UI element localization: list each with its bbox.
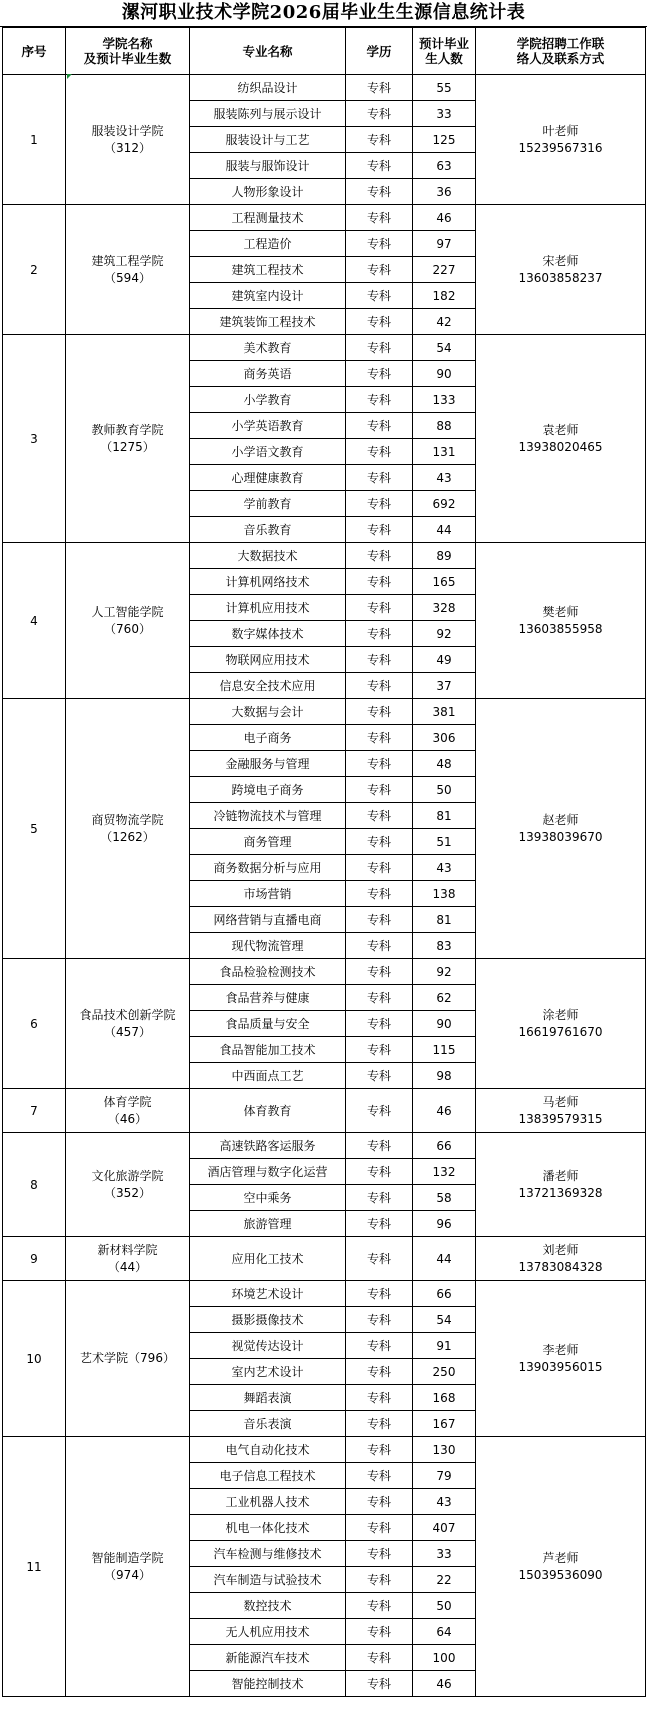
major-cell[interactable]: 食品检验检测技术: [190, 959, 346, 985]
count-cell[interactable]: 165: [413, 569, 476, 595]
count-cell[interactable]: 138: [413, 881, 476, 907]
college-total: （352）: [104, 1185, 151, 1200]
header-row: [3, 28, 646, 75]
major-cell[interactable]: 服装与服饰设计: [190, 153, 346, 179]
major-cell[interactable]: 物联网应用技术: [190, 647, 346, 673]
college-name: 智能制造学院: [91, 1550, 164, 1565]
seq-cell[interactable]: 4: [3, 543, 66, 699]
college-total: （760）: [104, 621, 151, 636]
major-cell[interactable]: 大数据与会计: [190, 699, 346, 725]
count-cell[interactable]: 43: [413, 465, 476, 491]
major-cell[interactable]: 中西面点工艺: [190, 1063, 346, 1089]
header-college-line2: 及预计毕业生数: [83, 51, 172, 66]
major-cell[interactable]: 电气自动化技术: [190, 1437, 346, 1463]
contact-phone: 16619761670: [518, 1024, 603, 1039]
degree-cell[interactable]: 专科: [346, 933, 413, 959]
count-cell[interactable]: 96: [413, 1211, 476, 1237]
major-cell[interactable]: 环境艺术设计: [190, 1281, 346, 1307]
major-cell[interactable]: 商务管理: [190, 829, 346, 855]
major-cell[interactable]: 无人机应用技术: [190, 1619, 346, 1645]
major-cell[interactable]: 机电一体化技术: [190, 1515, 346, 1541]
header-contact-line2: 络人及联系方式: [516, 51, 605, 66]
major-cell[interactable]: 体育教育: [190, 1089, 346, 1133]
college-total: （974）: [104, 1567, 151, 1582]
degree-cell[interactable]: 专科: [346, 543, 413, 569]
count-cell[interactable]: 407: [413, 1515, 476, 1541]
seq-cell[interactable]: 5: [3, 699, 66, 959]
college-cell[interactable]: [66, 699, 190, 959]
table-body: [3, 75, 646, 1697]
major-cell[interactable]: 高速铁路客运服务: [190, 1133, 346, 1159]
contact-cell[interactable]: [476, 75, 646, 205]
graduate-info-table: [2, 27, 646, 1697]
degree-cell[interactable]: 专科: [346, 179, 413, 205]
major-cell[interactable]: 计算机网络技术: [190, 569, 346, 595]
contact-name: 袁老师: [542, 422, 579, 437]
count-cell[interactable]: 37: [413, 673, 476, 699]
major-cell[interactable]: 汽车制造与试验技术: [190, 1567, 346, 1593]
major-cell[interactable]: 食品营养与健康: [190, 985, 346, 1011]
count-cell[interactable]: 83: [413, 933, 476, 959]
degree-cell[interactable]: 专科: [346, 777, 413, 803]
count-cell[interactable]: 306: [413, 725, 476, 751]
contact-name: 赵老师: [542, 812, 579, 827]
degree-cell[interactable]: 专科: [346, 1133, 413, 1159]
major-cell[interactable]: 网络营销与直播电商: [190, 907, 346, 933]
contact-phone: 13603858237: [518, 270, 603, 285]
degree-cell[interactable]: 专科: [346, 881, 413, 907]
degree-cell[interactable]: 专科: [346, 387, 413, 413]
seq-cell[interactable]: 6: [3, 959, 66, 1089]
contact-cell[interactable]: [476, 1089, 646, 1133]
contact-cell[interactable]: [476, 205, 646, 335]
count-cell[interactable]: 100: [413, 1645, 476, 1671]
degree-cell[interactable]: 专科: [346, 1619, 413, 1645]
college-cell[interactable]: [66, 1089, 190, 1133]
contact-name: 叶老师: [542, 123, 579, 138]
college-name: 建筑工程学院: [91, 253, 164, 268]
count-cell[interactable]: 64: [413, 1619, 476, 1645]
college-name: 食品技术创新学院: [79, 1007, 176, 1022]
contact-cell[interactable]: [476, 543, 646, 699]
count-cell[interactable]: 81: [413, 803, 476, 829]
degree-cell[interactable]: 专科: [346, 959, 413, 985]
degree-cell[interactable]: 专科: [346, 1645, 413, 1671]
major-cell[interactable]: 电子商务: [190, 725, 346, 751]
contact-name: 宋老师: [542, 253, 579, 268]
degree-cell[interactable]: 专科: [346, 595, 413, 621]
contact-name: 樊老师: [542, 604, 579, 619]
degree-cell[interactable]: 专科: [346, 127, 413, 153]
major-cell[interactable]: 智能控制技术: [190, 1671, 346, 1697]
major-cell[interactable]: 数字媒体技术: [190, 621, 346, 647]
table-row: [3, 1089, 646, 1133]
major-cell[interactable]: 工程测量技术: [190, 205, 346, 231]
header-major: 专业名称: [190, 28, 346, 75]
count-cell[interactable]: 48: [413, 751, 476, 777]
count-cell[interactable]: 692: [413, 491, 476, 517]
count-cell[interactable]: 50: [413, 1593, 476, 1619]
major-cell[interactable]: 冷链物流技术与管理: [190, 803, 346, 829]
header-contact-line1: 学院招聘工作联: [516, 36, 605, 51]
seq-cell[interactable]: 10: [3, 1281, 66, 1437]
count-cell[interactable]: 250: [413, 1359, 476, 1385]
contact-phone: 13783084328: [518, 1259, 603, 1274]
degree-cell[interactable]: 专科: [346, 1089, 413, 1133]
degree-cell[interactable]: 专科: [346, 751, 413, 777]
degree-cell[interactable]: 专科: [346, 1037, 413, 1063]
count-cell[interactable]: 81: [413, 907, 476, 933]
degree-cell[interactable]: 专科: [346, 153, 413, 179]
major-cell[interactable]: 小学英语教育: [190, 413, 346, 439]
count-cell[interactable]: 92: [413, 959, 476, 985]
contact-name: 涂老师: [542, 1007, 579, 1022]
college-cell[interactable]: [66, 1133, 190, 1237]
major-cell[interactable]: 信息安全技术应用: [190, 673, 346, 699]
count-cell[interactable]: 58: [413, 1185, 476, 1211]
degree-cell[interactable]: 专科: [346, 1359, 413, 1385]
major-cell[interactable]: 酒店管理与数字化运营: [190, 1159, 346, 1185]
major-cell[interactable]: 汽车检测与维修技术: [190, 1541, 346, 1567]
count-cell[interactable]: 328: [413, 595, 476, 621]
contact-name: 芦老师: [542, 1550, 579, 1565]
contact-name: 潘老师: [542, 1168, 579, 1183]
major-cell[interactable]: 人物形象设计: [190, 179, 346, 205]
seq-cell[interactable]: 3: [3, 335, 66, 543]
degree-cell[interactable]: 专科: [346, 1333, 413, 1359]
contact-name: 李老师: [542, 1342, 579, 1357]
degree-cell[interactable]: 专科: [346, 517, 413, 543]
header-college-line1: 学院名称: [102, 36, 153, 51]
degree-cell[interactable]: 专科: [346, 1541, 413, 1567]
contact-phone: 13721369328: [518, 1185, 603, 1200]
count-cell[interactable]: 44: [413, 1237, 476, 1281]
degree-cell[interactable]: 专科: [346, 569, 413, 595]
count-cell[interactable]: 182: [413, 283, 476, 309]
contact-phone: 13903956015: [518, 1359, 603, 1374]
major-cell[interactable]: 食品智能加工技术: [190, 1037, 346, 1063]
degree-cell[interactable]: 专科: [346, 1237, 413, 1281]
major-cell[interactable]: 视觉传达设计: [190, 1333, 346, 1359]
degree-cell[interactable]: 专科: [346, 1515, 413, 1541]
degree-cell[interactable]: 专科: [346, 1567, 413, 1593]
header-count-line1: 预计毕业: [418, 36, 469, 51]
count-cell[interactable]: 54: [413, 1307, 476, 1333]
degree-cell[interactable]: 专科: [346, 621, 413, 647]
count-cell[interactable]: 79: [413, 1463, 476, 1489]
degree-cell[interactable]: 专科: [346, 647, 413, 673]
header-degree: 学历: [346, 28, 413, 75]
degree-cell[interactable]: 专科: [346, 1411, 413, 1437]
degree-cell[interactable]: 专科: [346, 1307, 413, 1333]
header-college: [66, 28, 190, 75]
major-cell[interactable]: 建筑工程技术: [190, 257, 346, 283]
major-cell[interactable]: 工程造价: [190, 231, 346, 257]
degree-cell[interactable]: 专科: [346, 673, 413, 699]
major-cell[interactable]: 数控技术: [190, 1593, 346, 1619]
degree-cell[interactable]: 专科: [346, 1593, 413, 1619]
count-cell[interactable]: 92: [413, 621, 476, 647]
college-cell[interactable]: [66, 1437, 190, 1697]
major-cell[interactable]: 金融服务与管理: [190, 751, 346, 777]
count-cell[interactable]: 132: [413, 1159, 476, 1185]
college-total: （44）: [107, 1259, 148, 1274]
major-cell[interactable]: 服装设计与工艺: [190, 127, 346, 153]
count-cell[interactable]: 22: [413, 1567, 476, 1593]
degree-cell[interactable]: 专科: [346, 1671, 413, 1697]
degree-cell[interactable]: 专科: [346, 907, 413, 933]
major-cell[interactable]: 舞蹈表演: [190, 1385, 346, 1411]
count-cell[interactable]: 46: [413, 205, 476, 231]
college-name: 商贸物流学院: [91, 812, 164, 827]
degree-cell[interactable]: 专科: [346, 413, 413, 439]
header-count-line2: 生人数: [425, 51, 463, 66]
college-cell[interactable]: [66, 1281, 190, 1437]
college-cell[interactable]: [66, 335, 190, 543]
seq-cell[interactable]: 9: [3, 1237, 66, 1281]
count-cell[interactable]: 62: [413, 985, 476, 1011]
college-total: （457）: [104, 1024, 151, 1039]
college-total: （1262）: [100, 829, 155, 844]
contact-cell[interactable]: [476, 699, 646, 959]
major-cell[interactable]: 摄影摄像技术: [190, 1307, 346, 1333]
degree-cell[interactable]: 专科: [346, 361, 413, 387]
table-row: [3, 1133, 646, 1159]
count-cell[interactable]: 227: [413, 257, 476, 283]
count-cell[interactable]: 381: [413, 699, 476, 725]
contact-cell[interactable]: [476, 1281, 646, 1437]
major-cell[interactable]: 室内艺术设计: [190, 1359, 346, 1385]
table-row: [3, 699, 646, 725]
college-cell[interactable]: [66, 205, 190, 335]
degree-cell[interactable]: 专科: [346, 985, 413, 1011]
count-cell[interactable]: 49: [413, 647, 476, 673]
major-cell[interactable]: 建筑室内设计: [190, 283, 346, 309]
count-cell[interactable]: 46: [413, 1089, 476, 1133]
table-row: [3, 1437, 646, 1463]
college-total: （1275）: [100, 439, 155, 454]
major-cell[interactable]: 美术教育: [190, 335, 346, 361]
degree-cell[interactable]: 专科: [346, 75, 413, 101]
contact-phone: 13603855958: [518, 621, 603, 636]
college-total: （312）: [104, 140, 151, 155]
college-name: 教师教育学院: [91, 422, 164, 437]
contact-cell[interactable]: [476, 1133, 646, 1237]
count-cell[interactable]: 130: [413, 1437, 476, 1463]
table-row: [3, 335, 646, 361]
college-name: 文化旅游学院: [91, 1168, 164, 1183]
major-cell[interactable]: 旅游管理: [190, 1211, 346, 1237]
table-row: [3, 959, 646, 985]
major-cell[interactable]: 纺织品设计: [190, 75, 346, 101]
major-cell[interactable]: 商务英语: [190, 361, 346, 387]
count-cell[interactable]: 88: [413, 413, 476, 439]
major-cell[interactable]: 服装陈列与展示设计: [190, 101, 346, 127]
count-cell[interactable]: 50: [413, 777, 476, 803]
table-row: [3, 1237, 646, 1281]
count-cell[interactable]: 43: [413, 855, 476, 881]
table-row: [3, 205, 646, 231]
degree-cell[interactable]: 专科: [346, 309, 413, 335]
table-row: [3, 543, 646, 569]
count-cell[interactable]: 91: [413, 1333, 476, 1359]
college-cell[interactable]: [66, 543, 190, 699]
degree-cell[interactable]: 专科: [346, 829, 413, 855]
count-cell[interactable]: 46: [413, 1671, 476, 1697]
count-cell[interactable]: 63: [413, 153, 476, 179]
count-cell[interactable]: 97: [413, 231, 476, 257]
degree-cell[interactable]: 专科: [346, 1211, 413, 1237]
count-cell[interactable]: 89: [413, 543, 476, 569]
count-cell[interactable]: 133: [413, 387, 476, 413]
major-cell[interactable]: 跨境电子商务: [190, 777, 346, 803]
count-cell[interactable]: 44: [413, 517, 476, 543]
major-cell[interactable]: 新能源汽车技术: [190, 1645, 346, 1671]
degree-cell[interactable]: 专科: [346, 803, 413, 829]
count-cell[interactable]: 43: [413, 1489, 476, 1515]
degree-cell[interactable]: 专科: [346, 205, 413, 231]
degree-cell[interactable]: 专科: [346, 491, 413, 517]
college-name: 艺术学院（796）: [80, 1351, 175, 1365]
seq-cell[interactable]: 2: [3, 205, 66, 335]
count-cell[interactable]: 33: [413, 1541, 476, 1567]
major-cell[interactable]: 食品质量与安全: [190, 1011, 346, 1037]
major-cell[interactable]: 音乐教育: [190, 517, 346, 543]
count-cell[interactable]: 90: [413, 361, 476, 387]
major-cell[interactable]: 计算机应用技术: [190, 595, 346, 621]
major-cell[interactable]: 空中乘务: [190, 1185, 346, 1211]
seq-cell[interactable]: 11: [3, 1437, 66, 1697]
table-title: 漯河职业技术学院2026届毕业生生源信息统计表: [0, 0, 647, 27]
contact-cell[interactable]: [476, 959, 646, 1089]
contact-name: 刘老师: [542, 1242, 579, 1257]
count-cell[interactable]: 33: [413, 101, 476, 127]
degree-cell[interactable]: 专科: [346, 231, 413, 257]
college-name: 体育学院: [103, 1094, 152, 1109]
table-row: [3, 75, 646, 101]
degree-cell[interactable]: 专科: [346, 1437, 413, 1463]
count-cell[interactable]: 90: [413, 1011, 476, 1037]
major-cell[interactable]: 心理健康教育: [190, 465, 346, 491]
major-cell[interactable]: 市场营销: [190, 881, 346, 907]
major-cell[interactable]: 工业机器人技术: [190, 1489, 346, 1515]
count-cell[interactable]: 66: [413, 1133, 476, 1159]
degree-cell[interactable]: 专科: [346, 465, 413, 491]
degree-cell[interactable]: 专科: [346, 1011, 413, 1037]
table-row: [3, 1281, 646, 1307]
college-name: 人工智能学院: [91, 604, 164, 619]
header-count: [413, 28, 476, 75]
college-name: 服装设计学院: [91, 123, 164, 138]
major-cell[interactable]: 学前教育: [190, 491, 346, 517]
contact-phone: 13938039670: [518, 829, 603, 844]
degree-cell[interactable]: 专科: [346, 1185, 413, 1211]
contact-cell[interactable]: [476, 1237, 646, 1281]
college-total: （46）: [107, 1111, 148, 1126]
count-cell[interactable]: 131: [413, 439, 476, 465]
count-cell[interactable]: 168: [413, 1385, 476, 1411]
major-cell[interactable]: 小学教育: [190, 387, 346, 413]
degree-cell[interactable]: 专科: [346, 725, 413, 751]
major-cell[interactable]: 建筑装饰工程技术: [190, 309, 346, 335]
degree-cell[interactable]: 专科: [346, 1463, 413, 1489]
contact-phone: 13938020465: [518, 439, 603, 454]
contact-phone: 15039536090: [518, 1567, 603, 1582]
college-total: （594）: [104, 270, 151, 285]
count-cell[interactable]: 42: [413, 309, 476, 335]
major-cell[interactable]: 现代物流管理: [190, 933, 346, 959]
major-cell[interactable]: 小学语文教育: [190, 439, 346, 465]
degree-cell[interactable]: 专科: [346, 699, 413, 725]
count-cell[interactable]: 167: [413, 1411, 476, 1437]
count-cell[interactable]: 125: [413, 127, 476, 153]
degree-cell[interactable]: 专科: [346, 335, 413, 361]
major-cell[interactable]: 大数据技术: [190, 543, 346, 569]
seq-cell[interactable]: 8: [3, 1133, 66, 1237]
degree-cell[interactable]: 专科: [346, 1489, 413, 1515]
major-cell[interactable]: 电子信息工程技术: [190, 1463, 346, 1489]
count-cell[interactable]: 36: [413, 179, 476, 205]
cell-comment-marker: [67, 74, 72, 79]
degree-cell[interactable]: 专科: [346, 1281, 413, 1307]
major-cell[interactable]: 商务数据分析与应用: [190, 855, 346, 881]
seq-cell[interactable]: 1: [3, 75, 66, 205]
contact-name: 马老师: [542, 1094, 579, 1109]
degree-cell[interactable]: 专科: [346, 1385, 413, 1411]
count-cell[interactable]: 98: [413, 1063, 476, 1089]
count-cell[interactable]: 66: [413, 1281, 476, 1307]
contact-cell[interactable]: [476, 1437, 646, 1697]
degree-cell[interactable]: 专科: [346, 257, 413, 283]
major-cell[interactable]: 音乐表演: [190, 1411, 346, 1437]
degree-cell[interactable]: 专科: [346, 283, 413, 309]
count-cell[interactable]: 54: [413, 335, 476, 361]
college-cell[interactable]: [66, 1237, 190, 1281]
count-cell[interactable]: 115: [413, 1037, 476, 1063]
seq-cell[interactable]: 7: [3, 1089, 66, 1133]
college-cell[interactable]: [66, 75, 190, 205]
degree-cell[interactable]: 专科: [346, 101, 413, 127]
degree-cell[interactable]: 专科: [346, 439, 413, 465]
college-cell[interactable]: [66, 959, 190, 1089]
count-cell[interactable]: 55: [413, 75, 476, 101]
contact-phone: 13839579315: [518, 1111, 603, 1126]
count-cell[interactable]: 51: [413, 829, 476, 855]
header-contact: [476, 28, 646, 75]
contact-cell[interactable]: [476, 335, 646, 543]
contact-phone: 15239567316: [518, 140, 603, 155]
degree-cell[interactable]: 专科: [346, 855, 413, 881]
header-seq: 序号: [3, 28, 66, 75]
degree-cell[interactable]: 专科: [346, 1159, 413, 1185]
major-cell[interactable]: 应用化工技术: [190, 1237, 346, 1281]
degree-cell[interactable]: 专科: [346, 1063, 413, 1089]
college-name: 新材料学院: [97, 1242, 158, 1257]
